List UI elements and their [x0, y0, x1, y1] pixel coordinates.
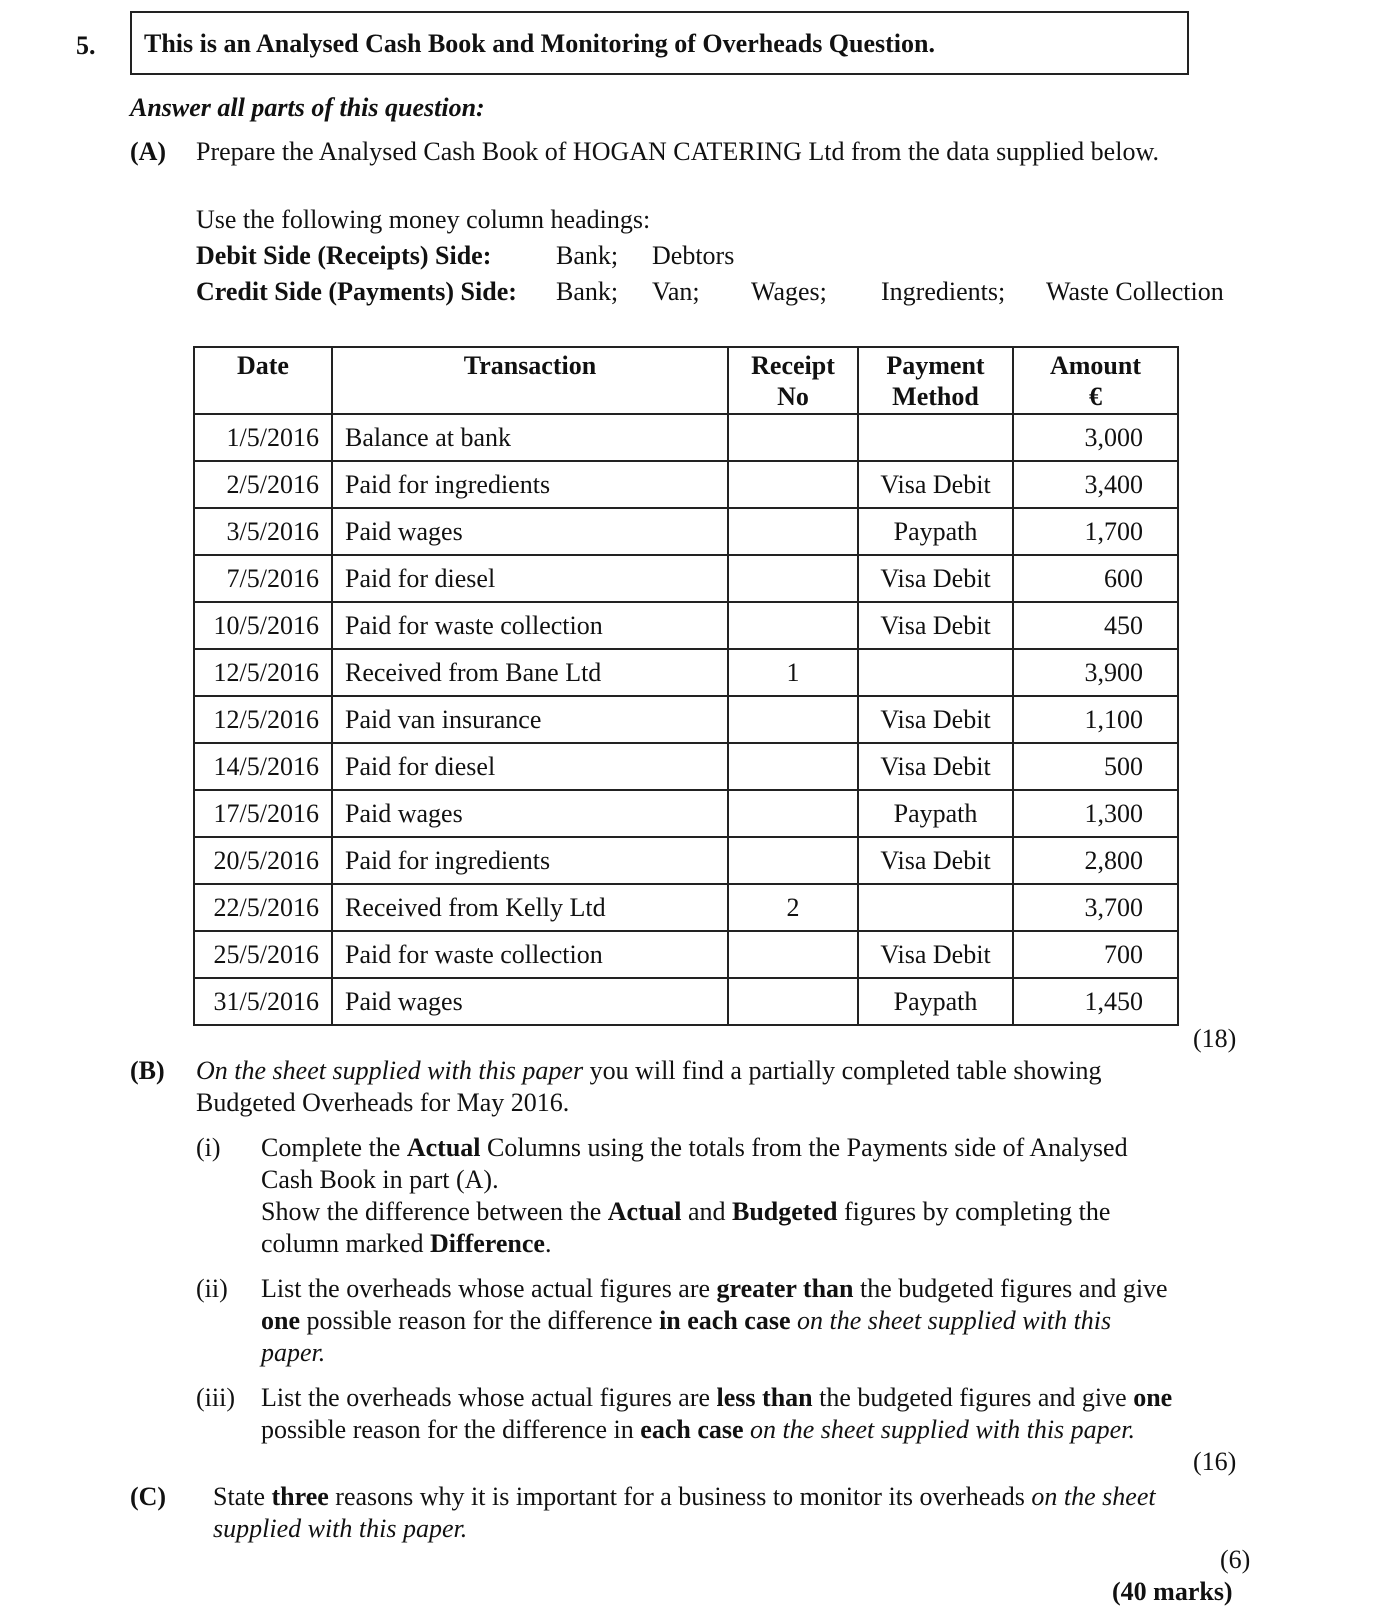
part-c-line1 [213, 1481, 1156, 1513]
table-row [194, 978, 1178, 1025]
transactions-table [193, 346, 1179, 1026]
credit-col-van: Van; [652, 277, 700, 306]
cell-transaction: Paid for ingredients [332, 837, 728, 884]
cell-date: 12/5/2016 [194, 649, 332, 696]
cell-receipt [728, 790, 858, 837]
cell-transaction: Paid van insurance [332, 696, 728, 743]
cell-date: 25/5/2016 [194, 931, 332, 978]
table-row [194, 649, 1178, 696]
header-date-label: Date [237, 351, 289, 380]
part-b-marks: (16) [1193, 1447, 1237, 1476]
cell-method: Paypath [858, 790, 1013, 837]
cell-date: 10/5/2016 [194, 602, 332, 649]
header-receipt-line1: Receipt [751, 351, 835, 380]
text-span: figures by completing the [837, 1197, 1111, 1226]
cell-transaction: Paid for waste collection [332, 602, 728, 649]
part-b-iii-line1 [261, 1382, 1172, 1414]
cell-date: 22/5/2016 [194, 884, 332, 931]
text-span: Columns using the totals from the Payments side of Analysed [480, 1133, 1128, 1162]
cell-receipt [728, 696, 858, 743]
cell-receipt [728, 978, 858, 1025]
header-amount-line1: Amount [1049, 351, 1141, 380]
cell-method: Visa Debit [858, 555, 1013, 602]
cell-method: Paypath [858, 978, 1013, 1025]
text-span: the budgeted figures and give [812, 1383, 1134, 1412]
part-b-i-line4 [261, 1228, 551, 1260]
table-row [194, 461, 1178, 508]
part-b-ii-line2 [261, 1305, 1111, 1337]
part-b-iii-label: (iii) [196, 1383, 235, 1412]
table-row [194, 837, 1178, 884]
cell-method: Visa Debit [858, 931, 1013, 978]
cell-date: 7/5/2016 [194, 555, 332, 602]
cell-amount: 1,300 [1013, 790, 1178, 837]
cell-transaction: Paid for ingredients [332, 461, 728, 508]
credit-label: Credit Side (Payments) Side: [196, 277, 517, 306]
part-b-i-line1 [261, 1132, 1128, 1164]
table-row [194, 696, 1178, 743]
cell-amount: 700 [1013, 931, 1178, 978]
cell-receipt [728, 602, 858, 649]
text-bold: less than [716, 1383, 813, 1412]
table-row [194, 602, 1178, 649]
credit-col-wages: Wages; [751, 277, 827, 306]
cell-receipt [728, 508, 858, 555]
cell-transaction: Paid wages [332, 790, 728, 837]
cell-receipt [728, 931, 858, 978]
cell-receipt [728, 743, 858, 790]
cell-amount: 3,400 [1013, 461, 1178, 508]
debit-label: Debit Side (Receipts) Side: [196, 241, 492, 270]
part-c-line2: supplied with this paper. [213, 1514, 468, 1543]
cell-amount: 1,100 [1013, 696, 1178, 743]
header-date [194, 347, 332, 414]
text-italic: on the sheet supplied with this [790, 1306, 1112, 1335]
text-bold: in each case [659, 1306, 791, 1335]
cell-receipt: 2 [728, 884, 858, 931]
part-a-text: Prepare the Analysed Cash Book of HOGAN CATERING Ltd from the data supplied below. [196, 137, 1160, 166]
debit-col-bank: Bank; [556, 241, 619, 270]
instruction: Answer all parts of this question: [130, 93, 485, 122]
part-b-i-line3 [261, 1196, 1110, 1228]
debit-col-debtors: Debtors [652, 241, 735, 270]
text-span: Show the difference between the [261, 1197, 608, 1226]
text-bold: greater than [716, 1274, 854, 1303]
part-c-label: (C) [130, 1482, 167, 1511]
cell-amount: 450 [1013, 602, 1178, 649]
part-b-intro [196, 1055, 1102, 1087]
text-span: List the overheads whose actual figures are [261, 1274, 717, 1303]
cell-method: Visa Debit [858, 743, 1013, 790]
cell-amount: 3,900 [1013, 649, 1178, 696]
cell-method: Paypath [858, 508, 1013, 555]
text-span: possible reason for the difference [300, 1306, 660, 1335]
text-span: the budgeted figures and give [853, 1274, 1168, 1303]
header-receipt [728, 347, 858, 414]
text-span: reasons why it is important for a business to monitor its overheads [328, 1482, 1032, 1511]
cell-method: Visa Debit [858, 696, 1013, 743]
part-b-label: (B) [130, 1056, 165, 1085]
cell-date: 1/5/2016 [194, 414, 332, 461]
table-row [194, 884, 1178, 931]
text-bold: three [271, 1482, 329, 1511]
cell-method: Visa Debit [858, 602, 1013, 649]
header-amount-line2: € [1089, 382, 1102, 411]
text-span: List the overheads whose actual figures are [261, 1383, 717, 1412]
cell-method [858, 649, 1013, 696]
text-span: and [681, 1197, 732, 1226]
table-row [194, 743, 1178, 790]
cell-date: 14/5/2016 [194, 743, 332, 790]
part-b-ii-line1 [261, 1273, 1168, 1305]
cell-method [858, 884, 1013, 931]
part-c-marks: (6) [1220, 1545, 1251, 1574]
part-a-marks: (18) [1193, 1024, 1237, 1053]
text-bold: Budgeted [732, 1197, 838, 1226]
text-bold: one [261, 1306, 300, 1335]
text-italic: on the sheet supplied with this paper. [743, 1415, 1135, 1444]
total-marks: (40 marks) [1112, 1577, 1233, 1606]
cell-date: 2/5/2016 [194, 461, 332, 508]
header-receipt-line2: No [777, 382, 809, 411]
credit-col-bank: Bank; [556, 277, 619, 306]
cell-amount: 2,800 [1013, 837, 1178, 884]
cell-transaction: Paid wages [332, 508, 728, 555]
credit-col-waste: Waste Collection [1046, 277, 1224, 306]
text-bold: Actual [607, 1197, 682, 1226]
cell-amount: 3,700 [1013, 884, 1178, 931]
text-bold: Difference [429, 1229, 545, 1258]
cell-transaction: Paid for waste collection [332, 931, 728, 978]
part-b-i-label: (i) [196, 1133, 221, 1162]
cell-receipt [728, 414, 858, 461]
table-row [194, 555, 1178, 602]
table-row [194, 931, 1178, 978]
cell-method [858, 414, 1013, 461]
cell-amount: 500 [1013, 743, 1178, 790]
cell-amount: 1,700 [1013, 508, 1178, 555]
header-transaction [332, 347, 728, 414]
text-bold: one [1133, 1383, 1173, 1412]
table-header-row [194, 347, 1178, 414]
cell-date: 12/5/2016 [194, 696, 332, 743]
text-span: . [544, 1229, 552, 1258]
part-b-ii-line3: paper. [261, 1338, 326, 1367]
header-payment-line1: Payment [886, 351, 985, 380]
cell-transaction: Received from Kelly Ltd [332, 884, 728, 931]
part-b-i-line2: Cash Book in part (A). [261, 1165, 499, 1194]
part-b-iii-line2 [261, 1414, 1135, 1446]
cell-transaction: Paid wages [332, 978, 728, 1025]
question-number: 5. [76, 31, 96, 60]
text-span: Complete the [261, 1133, 407, 1162]
question-title: This is an Analysed Cash Book and Monitoring of Overheads Question. [144, 29, 935, 58]
text-span: column marked [261, 1229, 430, 1258]
cell-transaction: Received from Bane Ltd [332, 649, 728, 696]
cell-receipt: 1 [728, 649, 858, 696]
header-payment-method [858, 347, 1013, 414]
cell-date: 31/5/2016 [194, 978, 332, 1025]
text-bold: each case [640, 1415, 744, 1444]
cell-method: Visa Debit [858, 837, 1013, 884]
cell-amount: 3,000 [1013, 414, 1178, 461]
header-amount [1013, 347, 1178, 414]
cell-receipt [728, 461, 858, 508]
text-bold: Actual [406, 1133, 481, 1162]
part-b-intro-rest: you will find a partially completed table showing [583, 1056, 1102, 1085]
table-row [194, 790, 1178, 837]
cell-transaction: Paid for diesel [332, 743, 728, 790]
cell-receipt [728, 555, 858, 602]
headings-intro: Use the following money column headings: [196, 205, 651, 234]
table-row [194, 414, 1178, 461]
part-b-intro-italic: On the sheet supplied with this paper [196, 1056, 584, 1085]
text-italic: on the sheet [1031, 1482, 1156, 1511]
question-title-box [130, 11, 1189, 75]
table-row [194, 508, 1178, 555]
cell-transaction: Balance at bank [332, 414, 728, 461]
part-a-label: (A) [130, 137, 167, 166]
header-transaction-label: Transaction [463, 351, 597, 380]
cell-date: 17/5/2016 [194, 790, 332, 837]
cell-date: 20/5/2016 [194, 837, 332, 884]
cell-date: 3/5/2016 [194, 508, 332, 555]
text-span: State [213, 1482, 272, 1511]
header-payment-line2: Method [892, 382, 979, 411]
part-b-intro-line2: Budgeted Overheads for May 2016. [196, 1088, 570, 1117]
part-b-ii-label: (ii) [196, 1274, 228, 1303]
text-span: possible reason for the difference in [261, 1415, 641, 1444]
cell-amount: 600 [1013, 555, 1178, 602]
cell-method: Visa Debit [858, 461, 1013, 508]
credit-col-ingredients: Ingredients; [881, 277, 1006, 306]
cell-transaction: Paid for diesel [332, 555, 728, 602]
cell-receipt [728, 837, 858, 884]
cell-amount: 1,450 [1013, 978, 1178, 1025]
